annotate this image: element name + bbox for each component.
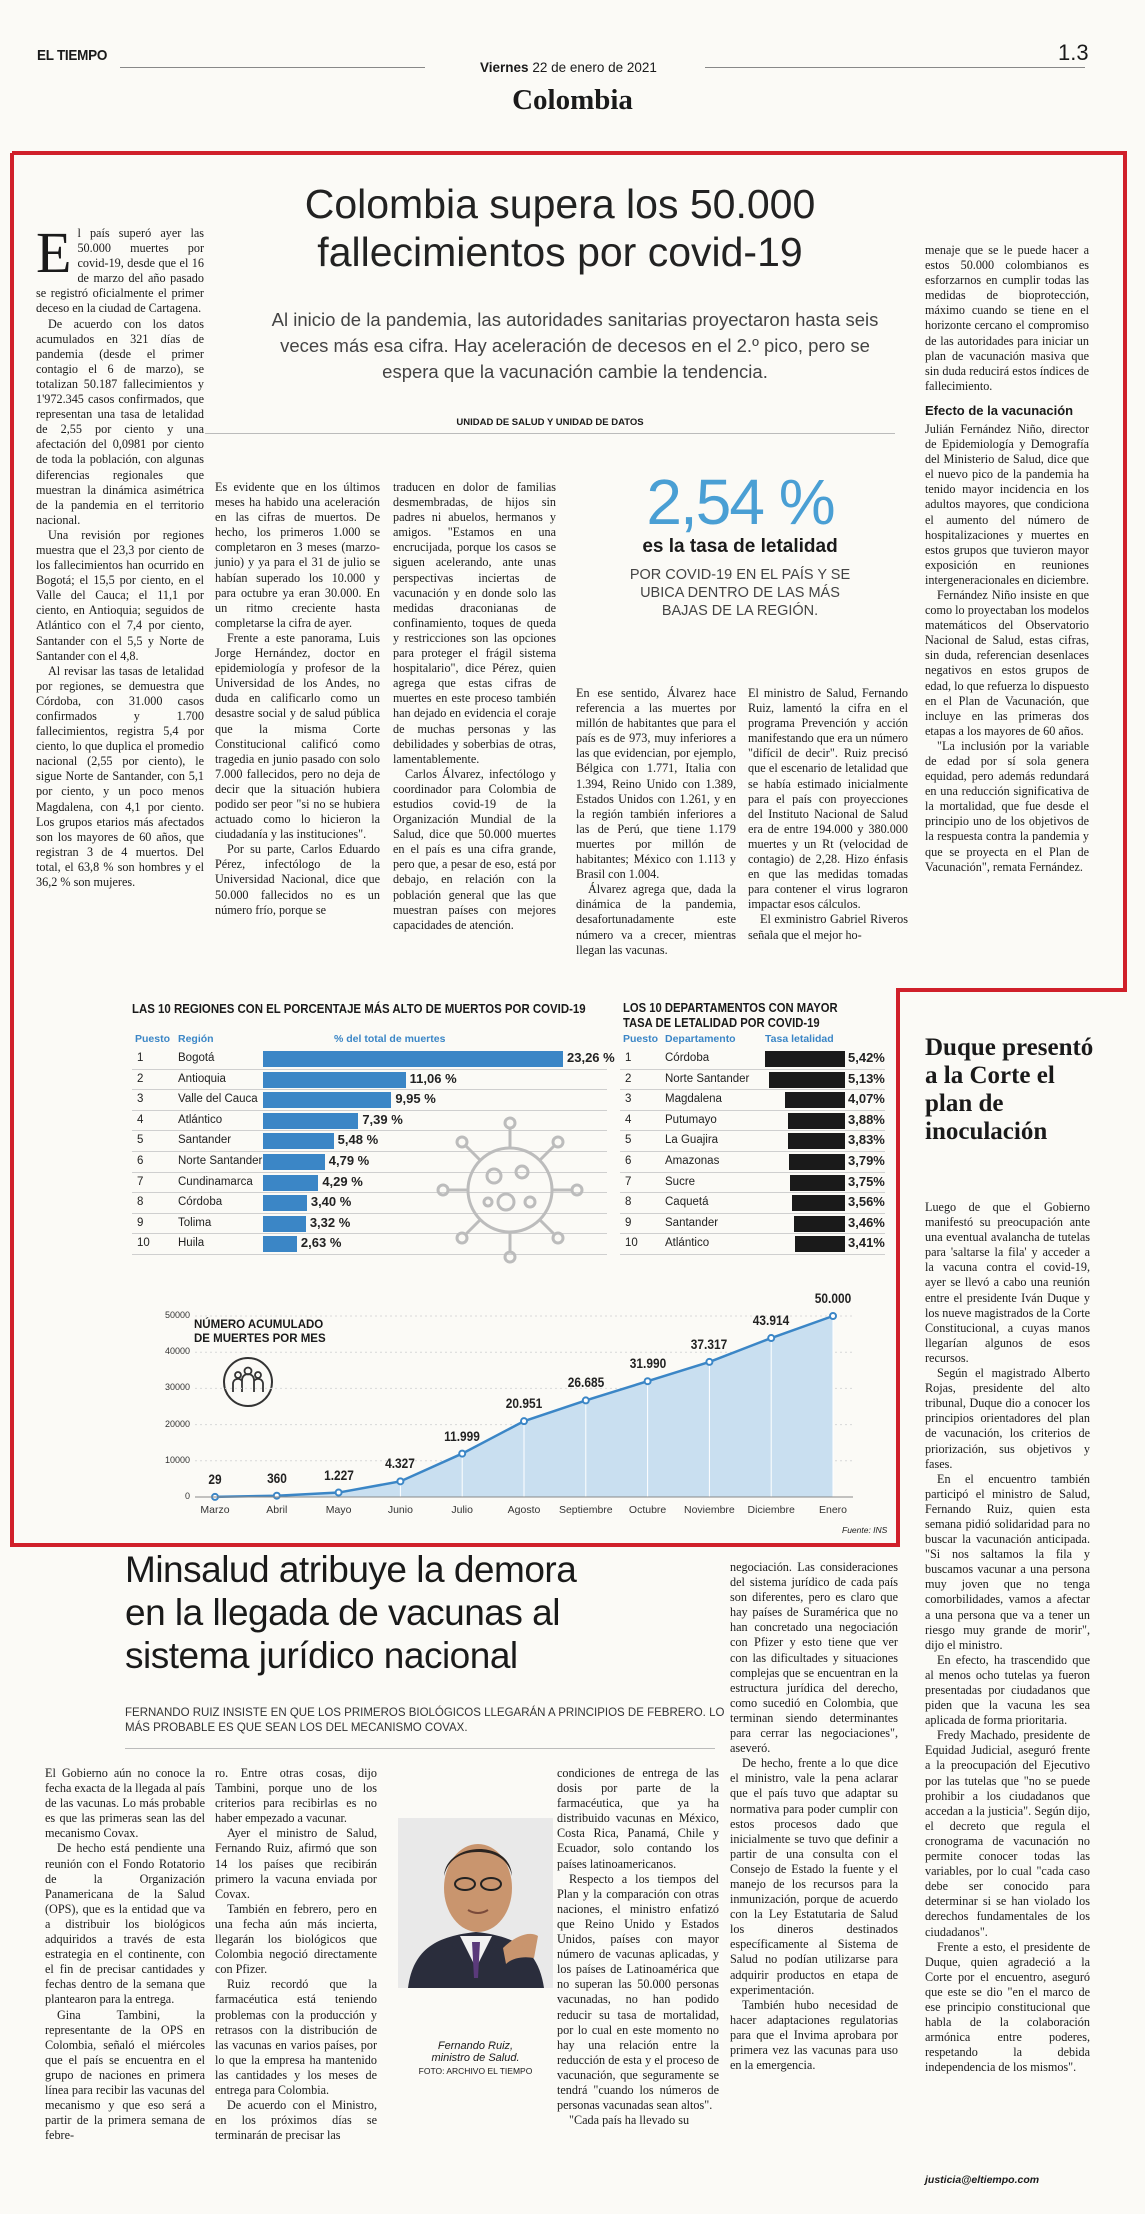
regions-name: Valle del Cauca — [178, 1093, 258, 1106]
stat-value: 2,54 % — [646, 466, 834, 538]
minsalud-col1-p3: Gina Tambini, la representante de la OPS en Colombia, señaló el miércoles que el país se encuentra en el grupo de naciones en primera línea para recibir las vacunas del mecanismo y que eso será a partir de la primera semana de febre- — [45, 2007, 205, 2143]
main-col6-p3: Fernández Niño insiste en que como lo proyectaban los modelos matemáticos del Observatorio Nacional de Salud, estas cifras, sin duda, referencian desenlaces negativos en estos grupos de edad, lo que refuerza lo dispuesto en el Plan de Vacunación, que incluye en las primeras dos etapas a los mayores de 60 años. — [925, 587, 1089, 738]
depts-value: 4,07% — [848, 1091, 885, 1107]
depts-row-line — [620, 1254, 885, 1255]
masthead-day: Viernes — [480, 60, 529, 75]
regions-rank: 10 — [137, 1237, 150, 1250]
stat-box — [600, 468, 880, 620]
monthly-value-label: 31.990 — [629, 1355, 666, 1372]
main-col-4 — [576, 686, 736, 958]
depts-col-dept: Departamento — [665, 1033, 736, 1045]
regions-rank: 4 — [137, 1113, 144, 1126]
regions-rank: 8 — [137, 1196, 144, 1209]
duque-email[interactable]: justicia@eltiempo.com — [925, 2174, 1040, 2186]
masthead-date-text: 22 de enero de 2021 — [532, 60, 657, 75]
depts-col-rank: Puesto — [623, 1033, 659, 1045]
main-col3-p2: Carlos Álvarez, infectólogo y coordinador para Colombia de estudios covid-19 de la Organización Mundial de la Salud, dice que 50.000 muertes en el país es una cifra grande, pero que, a pesar de eso, está por debajo, en relación con la población general que las que muestran países con mejores capacidades de atención. — [393, 766, 556, 932]
depts-value: 3,75% — [848, 1173, 885, 1189]
depts-name: Atlántico — [665, 1237, 710, 1250]
depts-title-line2: TASA DE LETALIDAD POR COVID-19 — [623, 1016, 820, 1030]
main-col3-p1: traducen en dolor de familias desmembradas, de hijos sin padres ni abuelos, hermanos y amigos. "Estamos en una encrucijada, porque los casos se siguen acelerando, ante unas perspectivas inciertas de vacunación y en donde solo las medidas draconianas de confinamiento, toques de queda y restricciones son las opciones para proteger el frágil sistema hospitalario", dice Pérez, quien agrega que estas cifras de muertes en este proceso también han dejado en evidencia el coraje de muchas personas y las debilidades y soberbias de otras, lamentablemente. — [393, 480, 556, 766]
page-number: 1.3 — [1058, 40, 1089, 65]
monthly-y-tick: 20000 — [164, 1418, 190, 1429]
monthly-point — [645, 1378, 651, 1384]
minsalud-col1-p2: De hecho está pendiente una reunión con el Fondo Rotatorio de la Organización Panamericana de la Salud (OPS), que es la entidad que va a distribuir los biológicos adquiridos a través de esta estrategia en el continente, con el fin de precisar cantidades y fechas dentro de la semana que plantearon para la entrega. — [45, 1841, 205, 2007]
regions-rank: 3 — [137, 1093, 144, 1106]
minsalud-col2-p2: Ayer el ministro de Salud, Fernando Ruiz, afirmó que son 14 los países que recibirán primero la vacuna enviada por Covax. — [215, 1826, 377, 1901]
regions-rank: 7 — [137, 1175, 144, 1188]
main-col-6 — [925, 243, 1089, 875]
depts-bar — [788, 1133, 845, 1149]
monthly-x-tick: Junio — [387, 1504, 413, 1516]
photo-credit: FOTO: ARCHIVO EL TIEMPO — [418, 2066, 533, 2076]
regions-value: 23,26 % — [567, 1050, 615, 1065]
regions-bar — [263, 1216, 306, 1232]
regions-bar — [263, 1154, 325, 1170]
monthly-y-tick: 50000 — [164, 1310, 190, 1320]
monthly-point — [830, 1313, 836, 1319]
monthly-value-label: 360 — [266, 1469, 287, 1486]
duque-p4: En efecto, ha trascendido que al menos ocho tutelas ya fueron presentadas por ciudadanos que piden que la vacuna les sea aplicada de forma prioritaria. — [925, 1652, 1090, 1728]
regions-value: 4,79 % — [328, 1153, 370, 1168]
monthly-y-tick: 40000 — [164, 1346, 190, 1357]
depts-chart-title — [623, 1001, 838, 1031]
duque-headline: Duque presentó a la Corte el plan de inoculación — [925, 1034, 1094, 1145]
regions-bar — [263, 1236, 297, 1252]
depts-rank: 3 — [625, 1093, 632, 1106]
regions-chart-title: LAS 10 REGIONES CON EL PORCENTAJE MÁS ALTO DE MUERTOS POR COVID-19 — [132, 1001, 586, 1016]
minsalud-col-4 — [730, 1560, 898, 2073]
regions-value: 3,32 % — [309, 1214, 351, 1230]
monthly-chart — [120, 1300, 890, 1530]
photo-caption-role: ministro de Salud. — [431, 2052, 520, 2064]
main-byline: UNIDAD DE SALUD Y UNIDAD DE DATOS — [456, 417, 644, 428]
depts-rank: 1 — [625, 1052, 632, 1064]
photo-caption-name: Fernando Ruiz, — [437, 2040, 514, 2052]
depts-col-rate: Tasa letalidad — [765, 1033, 834, 1045]
monthly-value-label: 20.951 — [505, 1395, 543, 1412]
main-col-5 — [748, 686, 908, 943]
depts-name: Caquetá — [665, 1196, 709, 1209]
minsalud-col-2 — [215, 1766, 377, 2143]
regions-row-line — [132, 1089, 607, 1090]
monthly-value-label: 4.327 — [385, 1455, 416, 1472]
regions-value: 2,63 % — [300, 1235, 342, 1251]
main-col4-p2: Álvarez agrega que, dada la dinámica de la pandemia, desafortunadamente este número va a crecer, mientras llegan las vacunas. — [576, 882, 736, 957]
main-col1-p1: l país superó ayer las 50.000 muertes por covid-19, desde que el 16 de marzo del año pasado se registró oficialmente el primer deceso en la ciudad de Cartagena. — [36, 226, 204, 316]
regions-name: Antioquia — [178, 1072, 226, 1085]
depts-title-line1: LOS 10 DEPARTAMENTOS CON MAYOR — [623, 1001, 838, 1015]
monthly-point — [459, 1451, 465, 1457]
depts-bar — [769, 1072, 845, 1088]
minsalud-col3-p2: Respecto a los tiempos del Plan y la comparación con otras naciones, el ministro enfatizó que Reino Unido y Estados Unidos, países con mayor número de vacunas aplicadas, y los países de Latinoamérica que no superan las 50.000 personas vacunadas, no han podido reducir su tasa de mortalidad, por lo cual en este momento no hay una relación entre la reducción de esta y el proceso de vacunación, que seguramente se tendrá "cuando los números de personas vacunadas sean altos". — [557, 1871, 719, 2113]
main-col1-p2: De acuerdo con los datos acumulados en 321 días de pandemia (desde el primer contagio el 6 de marzo), se totalizan 50.187 fallecimientos y 1'972.345 casos confirmados, que representan una tasa de letalidad de 2,55 por ciento y una afectación del 0,0981 por ciento de toda la población, con algunas diferencias regionales que muestran la dinámica asimétrica de la pandemia en el territorio nacional. — [36, 316, 204, 527]
depts-name: Sucre — [665, 1175, 696, 1188]
main-col-3 — [393, 480, 556, 933]
monthly-value-label: 26.685 — [567, 1374, 604, 1391]
regions-bar — [263, 1092, 391, 1108]
minsalud-col4-p1: negociación. Las consideraciones del sistema jurídico de cada país son diferentes, pero es claro que hay países de Suramérica que no han concretado una negociación con Pfizer y esto tiene que ver con las dificultades y situaciones complejas que se encuentran en la estructura jurídica del derecho, como sucedió en Colombia, que terminan siendo determinantes para cerrar las negociaciones", aseveró. — [730, 1560, 898, 1756]
monthly-value-label: 50.000 — [814, 1290, 852, 1306]
main-col6-p1: menaje que se le puede hacer a estos 50.000 colombianos es esforzarnos en cumplir todas las medidas de bioprotección, máximo cuando se tiene en el horizonte cercano el compromiso de las autoridades para iniciar un plan de vacunación masiva que sin duda reducirá estos índices de fallecimiento. — [925, 243, 1089, 393]
monthly-value-label: 11.999 — [444, 1427, 481, 1444]
main-col-2 — [215, 480, 380, 918]
monthly-value-label: 43.914 — [752, 1312, 790, 1329]
main-col2-p3: Por su parte, Carlos Eduardo Pérez, infectólogo de la Universidad Nacional, dice que 50.000 fallecidos no es un número frío, porque se — [215, 842, 380, 917]
depts-row-line — [620, 1089, 885, 1090]
depts-rank: 7 — [625, 1175, 632, 1188]
minsalud-headline-line3: sistema jurídico nacional — [125, 1635, 518, 1676]
regions-col-region: Región — [178, 1033, 214, 1045]
minsalud-col4-p3: También hubo necesidad de hacer adaptaciones regulatorias para que el Invima aprobara por primera vez las vacunas para uso en la emergencia. — [730, 1997, 898, 2073]
regions-name: Córdoba — [178, 1196, 223, 1209]
depts-name: La Guajira — [665, 1134, 719, 1147]
photo-caption — [398, 2040, 553, 2076]
depts-rank: 5 — [625, 1134, 632, 1147]
monthly-y-tick: 30000 — [164, 1382, 190, 1393]
regions-name: Atlántico — [178, 1113, 223, 1126]
minsalud-col-1 — [45, 1766, 205, 2143]
regions-value: 7,39 % — [362, 1111, 403, 1127]
regions-col-rank: Puesto — [135, 1033, 171, 1045]
duque-p2: Según el magistrado Alberto Rojas, presidente del alto tribunal, Duque dio a conocer los principios orientadores del plan de vacunación, los criterios de priorización, sus objetivos y fases. — [925, 1366, 1090, 1471]
regions-name: Norte Santander — [178, 1155, 263, 1167]
regions-name: Cundinamarca — [178, 1175, 253, 1188]
main-col5-p1: El ministro de Salud, Fernando Ruiz, lamentó la cifra en el programa Prevención y acción manifestando que era un número "difícil de decir". Ruiz precisó que el escenario de letalidad que se había estimado inicialmente para el país con proyecciones del Instituto Nacional de Salud era de entre 194.000 y 380.000 muertes y un Rt (velocidad de contagio) de 2,28. Hizo énfasis en que las medidas tomadas para contener el virus lograron impactar esos cálculos. — [748, 686, 908, 912]
virus-icon — [410, 1110, 610, 1270]
regions-rank: 6 — [137, 1155, 144, 1167]
main-headline-line2: fallecimientos por covid-19 — [317, 229, 803, 275]
regions-name: Tolima — [178, 1216, 212, 1229]
depts-value: 3,56% — [848, 1194, 885, 1210]
depts-row-line — [620, 1233, 885, 1234]
depts-row-line — [620, 1151, 885, 1152]
regions-bar — [263, 1175, 318, 1191]
depts-row-line — [620, 1130, 885, 1131]
depts-row-line — [620, 1110, 885, 1111]
regions-rank: 5 — [137, 1134, 144, 1147]
main-col2-p2: Frente a este panorama, Luis Jorge Hernández, doctor en epidemiología y profesor de la Universidad de los Andes, no duda en calificarlo como un desastre social y de salud pública que la misma Corte Constitucional calificó como tragedia en junio pasado con solo 7.000 fallecidos, pero no deja de decir que la situación hubiera podido ser peor "si no se hubiera actuado como lo hicieron la ciudadanía y las instituciones". — [215, 630, 380, 842]
minsalud-col2-p5: De acuerdo con el Ministro, en los próximos días se terminarán de precisar las — [215, 2098, 377, 2143]
main-col-1 — [36, 220, 204, 890]
depts-bar — [795, 1236, 845, 1252]
duque-p3: En el encuentro también participó el ministro de Salud, Fernando Ruiz, quien esta semana pidió solidaridad para no buscar la vacunación anticipada. "Si nos saltamos la fila y buscamos vacunar a una persona muy joven que no tenga comorbilidades, vamos a afectar a una persona que va a tener un riesgo muy grande de morir", dijo el ministro. — [925, 1471, 1090, 1652]
minsalud-headline — [125, 1548, 576, 1677]
monthly-point — [521, 1418, 527, 1424]
regions-rank: 1 — [137, 1052, 144, 1064]
depts-value: 3,41% — [848, 1235, 885, 1251]
minsalud-col3-p3: "Cada país ha llevado su — [569, 2113, 690, 2128]
main-deck: Al inicio de la pandemia, las autoridades sanitarias proyectaron hasta seis veces más esa cifra. Hay aceleración de decesos en el 2.º pico, pero se espera que la vacunación cambie la tendencia. — [271, 309, 879, 382]
monthly-x-tick: Julio — [451, 1504, 473, 1516]
depts-bar — [792, 1195, 845, 1211]
depts-value: 3,46% — [848, 1214, 885, 1230]
monthly-value-label: 1.227 — [323, 1466, 354, 1483]
monthly-x-tick: Marzo — [200, 1504, 230, 1516]
depts-name: Magdalena — [665, 1093, 722, 1106]
monthly-x-tick: Abril — [266, 1504, 288, 1516]
main-col5-p2: El exministro Gabriel Riveros señala que el mejor ho- — [748, 912, 908, 942]
minsalud-col3-p1: condiciones de entrega de las dosis por parte de la farmacéutica, que ya ha distribuido vacunas en México, Costa Rica, Panamá, Chile y Ecuador, solo contando los países latinoamericanos. — [557, 1766, 719, 1871]
regions-bar — [263, 1072, 406, 1088]
monthly-point — [768, 1335, 774, 1341]
regions-value: 11,06 % — [409, 1070, 457, 1086]
depts-bar — [765, 1051, 845, 1067]
depts-name: Santander — [665, 1216, 719, 1229]
main-col6-p2: Julián Fernández Niño, director de Epidemiología y Demografía del Ministerio de Salud, dice que el nuevo pico de la pandemia ha tenido mayor incidencia en los adultos mayores, que condiciona el aumento del número de hospitalizaciones y muertes en estos grupos que tuvieron mayor exposición en reuniones intergeneracionales en diciembre. — [925, 421, 1089, 587]
byline-rule — [205, 433, 895, 434]
depts-rank: 6 — [625, 1155, 632, 1167]
depts-value: 3,79% — [848, 1153, 885, 1168]
stat-sub: POR COVID-19 EN EL PAÍS Y SE UBICA DENTRO DE LAS MÁS BAJAS DE LA REGIÓN. — [629, 567, 851, 619]
depts-bar — [790, 1175, 845, 1191]
main-headline-line1: Colombia supera los 50.000 — [304, 181, 816, 227]
main-col1-p4: Al revisar las tasas de letalidad por regiones, se demuestra que Córdoba, con 31.000 casos confirmados y 1.700 fallecimientos, registra 5,4 por ciento, lo que duplica el promedio nacional (2,55 por ciento), le sigue Norte de Santander, con 5,1 por ciento, y un poco menos Magdalena, con 4,1 por ciento. Los grupos etarios más afectados son los mayores de 60 años, que registran 3 de 4 muertos. Del total, el 63,8 % son hombres y el 36,2 % son mujeres. — [36, 663, 204, 890]
duque-p6: Frente a esto, el presidente de Duque, quien agradeció a la Corte por el encuentro, aseguró que este se dio "en el marco de ese principio constitucional que habla de la colaboración armónica entre poderes, respetando la debida independencia de los mismos". — [925, 1939, 1090, 2075]
regions-name: Huila — [178, 1237, 205, 1250]
regions-name: Bogotá — [178, 1052, 215, 1064]
depts-rank: 8 — [625, 1196, 632, 1209]
main-col1-p3: Una revisión por regiones muestra que el 23,3 por ciento de los fallecimientos han ocurrido en Bogotá; el 15,5 por ciento, en el Valle del Cauca; el 11,1 por ciento, en Antioquia; seguidos de Atlántico con el 7,4 por ciento, Santander con el 5,5 y Norte de Santander con el 4,8. — [36, 527, 204, 663]
chart-source: Fuente: INS — [842, 1525, 888, 1535]
minsalud-deck: FERNANDO RUIZ INSISTE EN QUE LOS PRIMEROS BIOLÓGICOS LLEGARÁN A PRINCIPIOS DE FEBRERO. LO MÁS PROBABLE ES QUE SEAN LOS DEL MECANISMO COVAX. — [125, 1707, 725, 1734]
minsalud-headline-line2: en la llegada de vacunas al — [125, 1592, 560, 1633]
depts-value: 5,13% — [848, 1070, 885, 1086]
depts-row-line — [620, 1192, 885, 1193]
dropcap-e: E — [36, 220, 72, 285]
monthly-y-tick: 10000 — [164, 1454, 190, 1465]
depts-value: 3,83% — [848, 1132, 885, 1148]
monthly-x-tick: Diciembre — [747, 1504, 795, 1516]
depts-name: Córdoba — [665, 1052, 710, 1064]
regions-col-pct: % del total de muertes — [334, 1033, 446, 1045]
minsalud-col2-p4: Ruiz recordó que la farmacéutica está teniendo problemas con la producción y retrasos con la distribución de las vacunas en varios países, por lo que la empresa ha mantenido las cantidades y los meses de entrega para Colombia. — [215, 1977, 377, 2097]
depts-rank: 4 — [625, 1113, 632, 1126]
minsalud-col2-p3: También en febrero, pero en una fecha aún más incierta, llegarán los biológicos que Colombia negoció directamente con Pfizer. — [215, 1901, 377, 1977]
monthly-y-tick: 0 — [184, 1491, 190, 1501]
regions-name: Santander — [178, 1134, 232, 1147]
regions-rank: 2 — [137, 1072, 144, 1085]
monthly-value-label: 37.317 — [691, 1335, 728, 1352]
depts-rank: 10 — [625, 1237, 638, 1250]
depts-row-line — [620, 1213, 885, 1214]
main-col6-p4: "La inclusión por la variable de edad por sí sola genera equidad, pero además redundará en una reducción significativa de la mortalidad, que fue desde el principio uno de los objetivos de la respuesta contra la pandemia y que se proyecta en el Plan de Vacunación", remata Fernández. — [925, 738, 1089, 874]
depts-value: 5,42% — [848, 1050, 885, 1065]
monthly-title-line1: NÚMERO ACUMULADO — [194, 1319, 324, 1331]
monthly-x-tick: Enero — [818, 1504, 848, 1516]
monthly-point — [706, 1359, 712, 1365]
depts-bar — [785, 1092, 845, 1108]
regions-row-line — [132, 1069, 607, 1070]
monthly-x-tick: Mayo — [325, 1504, 352, 1516]
depts-bar — [794, 1216, 845, 1232]
minister-photo — [398, 1818, 553, 1988]
section-title: Colombia — [512, 84, 633, 116]
regions-rank: 9 — [137, 1216, 144, 1229]
depts-value: 3,88% — [848, 1111, 885, 1127]
depts-name: Amazonas — [665, 1155, 720, 1167]
monthly-x-tick: Octubre — [628, 1504, 667, 1516]
monthly-point — [397, 1478, 403, 1484]
depts-name: Putumayo — [665, 1113, 717, 1126]
minsalud-col4-p2: De hecho, frente a lo que dice el ministro, vale la pena aclarar que el país tuvo que adaptar su normativa para poder cumplir con estos procesos dado que inicialmente se tuvo que definir a partir de una consulta con el Consejo de Estado la fuente y el manejo de los recursos para la inmunización, porque de acuerdo con la Ley Estatutaria de Salud los dineros destinados específicamente al Sistema de Salud no podían utilizarse para adquirir productos en etapa de experimentación. — [730, 1756, 898, 1997]
regions-bar — [263, 1051, 563, 1067]
minsalud-headline-line1: Minsalud atribuye la demora — [125, 1549, 577, 1590]
main-col2-p1: Es evidente que en los últimos meses ha habido una aceleración en las cifras de muertos. De hecho, los primeros 1.000 se completaron en 3 meses (marzo-junio) y ya para el 31 de julio se habían superado los 10.000 y para octubre ya eran 30.000. En un ritmo creciente hasta completarse la cifra de ayer. — [215, 480, 380, 630]
minsalud-rule — [125, 1748, 715, 1749]
depts-rank: 2 — [625, 1072, 632, 1085]
monthly-point — [583, 1397, 589, 1403]
minsalud-col1-p1: El Gobierno aún no conoce la fecha exacta de la llegada al país de las vacunas. Lo más probable es que las primeras sean las del mecanismo Covax. — [45, 1766, 205, 1841]
depts-rank: 9 — [625, 1216, 632, 1229]
depts-row-line — [620, 1069, 885, 1070]
regions-value: 9,95 % — [395, 1091, 436, 1107]
regions-value: 5,48 % — [337, 1132, 379, 1148]
depts-row-line — [620, 1172, 885, 1173]
monthly-value-label: 29 — [208, 1470, 222, 1487]
regions-bar — [263, 1195, 307, 1211]
depts-name: Norte Santander — [665, 1072, 750, 1085]
regions-value: 4,29 % — [322, 1173, 363, 1189]
stat-label: es la tasa de letalidad — [642, 536, 838, 557]
regions-bar — [263, 1133, 334, 1149]
duque-p1: Luego de que el Gobierno manifestó su preocupación ante una eventual avalancha de tutelas para 'saltarse la fila' y acceder a la vacuna contra el covid-19, ayer se llevó a cabo una reunión entre el presidente Iván Duque y los nueve magistrados de la Corte Constitucional, a cuyas manos llegarían algunos de esos recursos. — [925, 1200, 1090, 1365]
monthly-point — [336, 1490, 342, 1496]
monthly-x-tick: Septiembre — [558, 1504, 613, 1516]
minsalud-col2-p1: ro. Entre otras cosas, dijo Tambini, porque uno de los criterios para recibirlas es no haber empezado a vacunar. — [215, 1766, 377, 1826]
duque-body — [925, 1200, 1090, 2075]
regions-bar — [263, 1113, 358, 1129]
minsalud-col-3 — [557, 1766, 719, 2128]
main-col6-subhead: Efecto de la vacunación — [925, 402, 1074, 418]
regions-value: 3,40 % — [310, 1194, 352, 1210]
duque-p5: Fredy Machado, presidente de Equidad Judicial, aseguró frente a la preocupación del Ejecutivo por las tutelas que "no se puede prohibir a los ciudadanos que accedan a la justicia". Según dijo, el decreto que regula el cronograma de vacunación no permite conocer todas las variables, por lo cual "cada caso debe ser conocido para determinar si se han violado los derechos fundamentales de los ciudadanos". — [925, 1728, 1090, 1939]
masthead-paper: EL TIEMPO — [37, 47, 108, 64]
monthly-point — [274, 1493, 280, 1499]
monthly-x-tick: Noviembre — [684, 1504, 735, 1516]
main-headline — [210, 180, 910, 276]
main-col4-p1: En ese sentido, Álvarez hace referencia a las muertes por millón de habitantes que para el país es de 973, muy inferiores a las que evidencian, por ejemplo, Bélgica con 1.771, Italia con 1.394, Reino Unido con 1.389, Estados Unidos con 1.261, y en la región también inferiores a las de Perú, que tiene 1.179 muertes por millón de habitantes; México con 1.113 y Brasil con 1.004. — [576, 686, 736, 882]
monthly-title-line2: DE MUERTES POR MES — [194, 1333, 326, 1345]
depts-bar — [789, 1154, 845, 1170]
monthly-x-tick: Agosto — [507, 1504, 541, 1516]
depts-bar — [788, 1113, 845, 1129]
